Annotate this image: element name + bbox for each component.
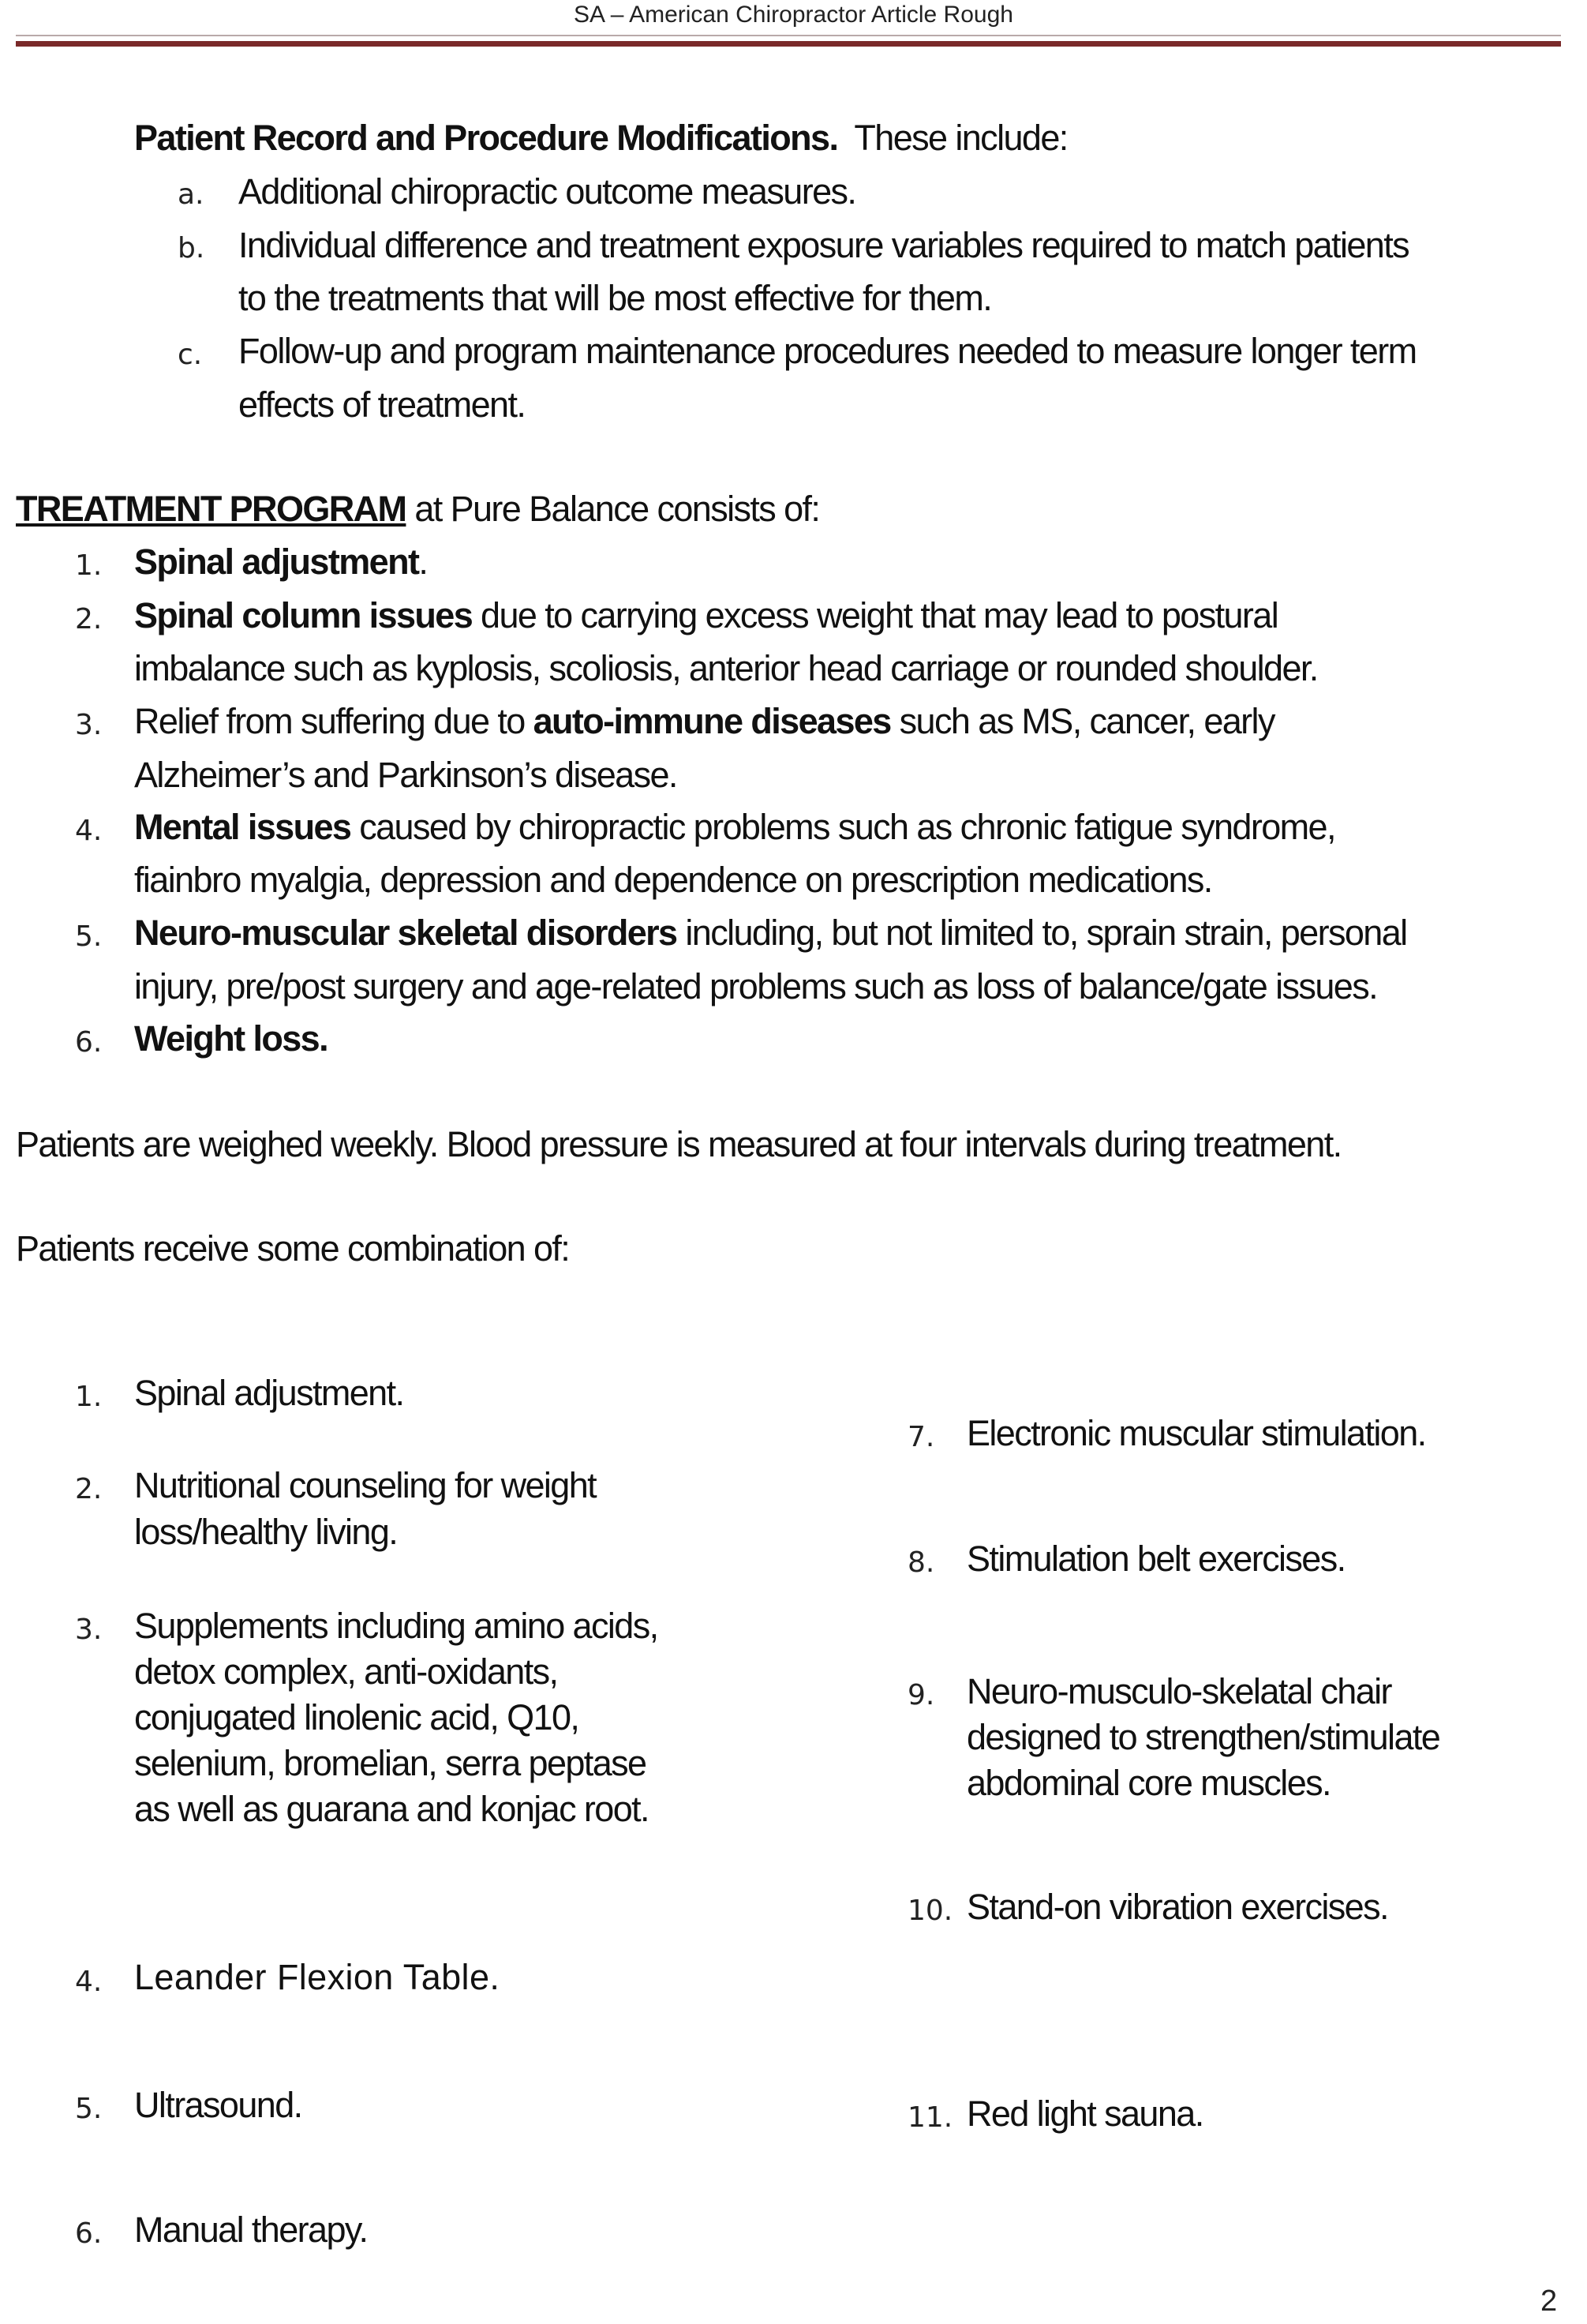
list-item-text: Spinal column issues due to carrying excess weight that may lead to postural	[134, 595, 1278, 635]
list-item-text: as well as guarana and konjac root.	[134, 1789, 649, 1829]
list-marker: 9.	[908, 1679, 935, 1711]
paragraph-combination: Patients receive some combination of:	[16, 1228, 570, 1269]
list-item-text: loss/healthy living.	[134, 1512, 398, 1552]
header-rule-accent	[16, 41, 1561, 47]
list-marker: 1.	[75, 1381, 103, 1413]
list-item-text: Supplements including amino acids,	[134, 1606, 658, 1646]
list-item-text: Individual difference and treatment exposure variables required to match patients	[238, 225, 1409, 265]
list-item-text: Weight loss.	[134, 1018, 328, 1059]
list-marker: 1.	[75, 549, 103, 582]
list-item-text: Neuro-musculo-skelatal chair	[967, 1671, 1391, 1711]
list-item-text: Spinal adjustment.	[134, 542, 428, 582]
header-rule	[16, 35, 1561, 36]
list-item-text: Follow-up and program maintenance procedures needed to measure longer term	[238, 331, 1417, 371]
list-marker: c.	[178, 339, 203, 371]
list-item-text: selenium, bromelian, serra peptase	[134, 1743, 646, 1783]
list-marker: 4.	[75, 1966, 103, 1998]
list-item-text: Stimulation belt exercises.	[967, 1539, 1346, 1579]
list-marker: 7.	[908, 1421, 935, 1453]
list-marker: b.	[178, 232, 205, 264]
list-item-text: Spinal adjustment.	[134, 1373, 404, 1413]
page-number: 2	[1540, 2285, 1558, 2318]
list-item-text: Stand-on vibration exercises.	[967, 1887, 1388, 1927]
list-item-text: fiainbro myalgia, depression and dependence on prescription medications.	[134, 860, 1212, 900]
list-marker: 3.	[75, 1614, 103, 1646]
list-item-text: Nutritional counseling for weight	[134, 1465, 597, 1505]
list-item-text: conjugated linolenic acid, Q10,	[134, 1697, 579, 1737]
list-item-text: Ultrasound.	[134, 2085, 302, 2125]
list-marker: 10.	[908, 1895, 953, 1927]
document-header: SA – American Chiropractor Article Rough	[574, 2, 1013, 28]
list-marker: 5.	[75, 920, 103, 953]
list-item-text: Mental issues caused by chiropractic problems such as chronic fatigue syndrome,	[134, 807, 1335, 847]
list-marker: a.	[178, 178, 204, 211]
list-marker: 6.	[75, 1026, 103, 1059]
list-item-text: abdominal core muscles.	[967, 1763, 1331, 1803]
list-item-text: designed to strengthen/stimulate	[967, 1717, 1440, 1757]
list-item-text: Electronic muscular stimulation.	[967, 1413, 1426, 1453]
list-marker: 5.	[75, 2093, 103, 2125]
modifications-heading-line	[134, 118, 1068, 158]
list-marker: 11.	[908, 2101, 953, 2134]
list-item-text: detox complex, anti-oxidants,	[134, 1651, 558, 1692]
list-marker: 6.	[75, 2217, 103, 2250]
list-item-text: Red light sauna.	[967, 2093, 1203, 2134]
list-item-text: to the treatments that will be most effective for them.	[238, 278, 992, 318]
list-item-text: injury, pre/post surgery and age-related problems such as loss of balance/gate issues.	[134, 966, 1377, 1006]
modifications-heading: Patient Record and Procedure Modifications.	[134, 118, 838, 158]
list-marker: 4.	[75, 815, 103, 847]
paragraph-weighed: Patients are weighed weekly. Blood pressure is measured at four intervals during treatment.	[16, 1124, 1342, 1164]
list-item-text: Alzheimer’s and Parkinson’s disease.	[134, 755, 677, 795]
list-marker: 8.	[908, 1546, 935, 1579]
list-marker: 2.	[75, 603, 103, 635]
list-item-text: Manual therapy.	[134, 2210, 368, 2250]
list-item-text: Leander Flexion Table.	[134, 1957, 500, 1997]
list-item-text: Additional chiropractic outcome measures.	[238, 171, 856, 212]
list-marker: 3.	[75, 709, 103, 741]
list-item-text: effects of treatment.	[238, 384, 526, 425]
treatment-program-intro: at Pure Balance consists of:	[406, 489, 820, 529]
list-item-text: Relief from suffering due to auto-immune diseases such as MS, cancer, early	[134, 701, 1274, 741]
modifications-intro: These include:	[854, 118, 1068, 158]
treatment-program-heading-line	[16, 489, 819, 529]
list-item-text: Neuro-muscular skeletal disorders including, but not limited to, sprain strain, personal	[134, 913, 1407, 953]
treatment-program-heading: TREATMENT PROGRAM	[16, 489, 406, 529]
list-marker: 2.	[75, 1473, 103, 1505]
list-item-text: imbalance such as kyplosis, scoliosis, anterior head carriage or rounded shoulder.	[134, 648, 1318, 688]
